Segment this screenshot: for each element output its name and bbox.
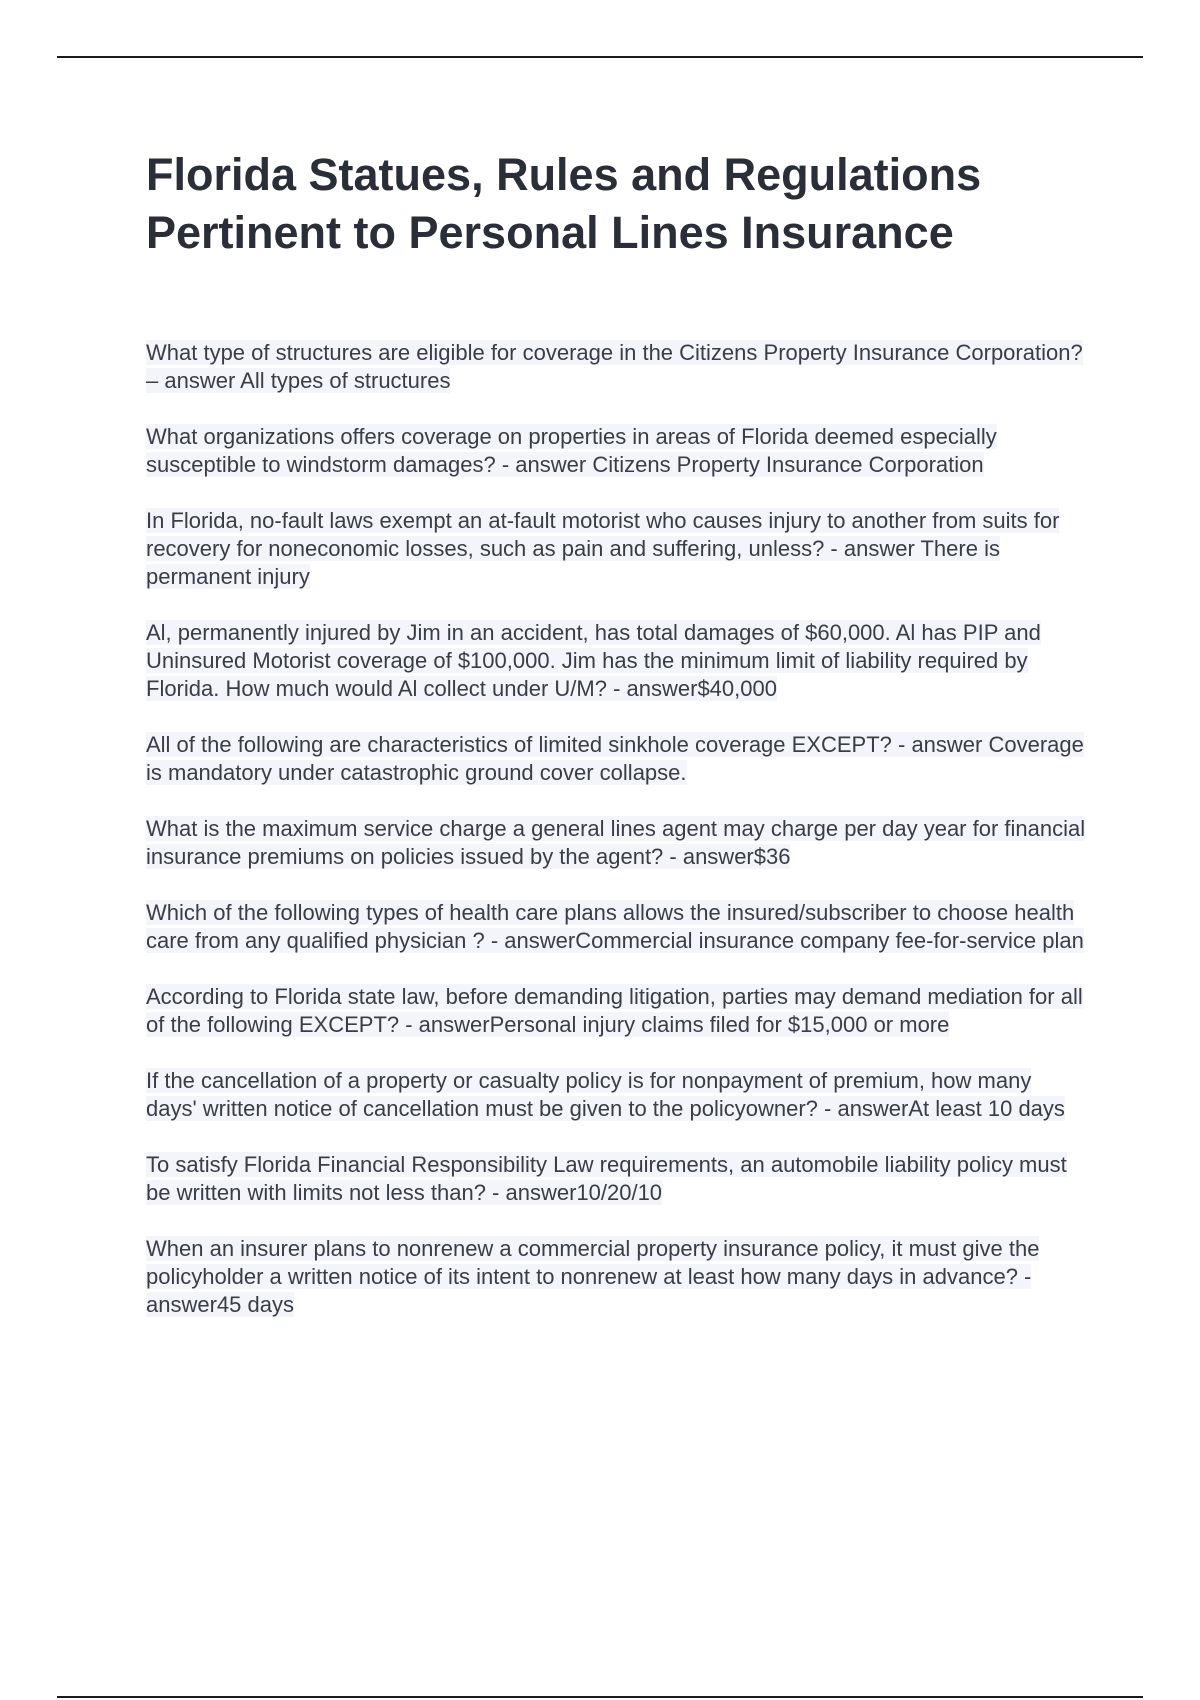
qa-text: According to Florida state law, before demanding litigation, parties may demand mediation for all of the following EXCEPT? - answerPersonal injury claims filed for $15,000 or more: [146, 984, 1083, 1037]
qa-text: Al, permanently injured by Jim in an accident, has total damages of $60,000. Al has PIP and Uninsured Motorist coverage of $100,000. Jim has the minimum limit of liability required by Florida. How much would Al collect under U/M? - answer$40,000: [146, 620, 1041, 701]
qa-text: What is the maximum service charge a general lines agent may charge per day year for financial insurance premiums on policies issued by the agent? - answer$36: [146, 816, 1086, 869]
qa-item: [146, 507, 1086, 591]
qa-item: [146, 983, 1086, 1039]
title-line-2: Pertinent to Personal Lines Insurance: [146, 207, 954, 258]
qa-text: Which of the following types of health care plans allows the insured/subscriber to choose health care from any qualified physician ? - answerCommercial insurance company fee-for-service plan: [146, 900, 1084, 953]
top-rule: [57, 56, 1143, 58]
qa-item: [146, 731, 1086, 787]
qa-text: What organizations offers coverage on properties in areas of Florida deemed especially susceptible to windstorm damages? - answer Citizens Property Insurance Corporation: [146, 424, 997, 477]
qa-item: [146, 899, 1086, 955]
qa-text: To satisfy Florida Financial Responsibility Law requirements, an automobile liability policy must be written with limits not less than? - answer10/20/10: [146, 1152, 1067, 1205]
qa-item: [146, 1067, 1086, 1123]
bottom-rule: [57, 1696, 1143, 1698]
title-line-1: Florida Statues, Rules and Regulations: [146, 149, 982, 200]
qa-item: [146, 815, 1086, 871]
qa-item: [146, 1235, 1086, 1319]
qa-text: All of the following are characteristics of limited sinkhole coverage EXCEPT? - answer Coverage is mandatory under catastrophic ground cover collapse.: [146, 732, 1084, 785]
qa-item: [146, 423, 1086, 479]
qa-item: [146, 619, 1086, 703]
qa-text: What type of structures are eligible for coverage in the Citizens Property Insurance Corporation? – answer All types of structures: [146, 340, 1083, 393]
qa-item: [146, 339, 1086, 395]
qa-text: In Florida, no-fault laws exempt an at-fault motorist who causes injury to another from suits for recovery for noneconomic losses, such as pain and suffering, unless? - answer There is permanent injury: [146, 508, 1060, 589]
qa-text: When an insurer plans to nonrenew a commercial property insurance policy, it must give the policyholder a written notice of its intent to nonrenew at least how many days in advance? - answer45 days: [146, 1236, 1040, 1317]
document-title: [146, 146, 1106, 262]
qa-list: [146, 339, 1086, 1347]
qa-text: If the cancellation of a property or casualty policy is for nonpayment of premium, how many days' written notice of cancellation must be given to the policyowner? - answerAt least 10 days: [146, 1068, 1065, 1121]
qa-item: [146, 1151, 1086, 1207]
